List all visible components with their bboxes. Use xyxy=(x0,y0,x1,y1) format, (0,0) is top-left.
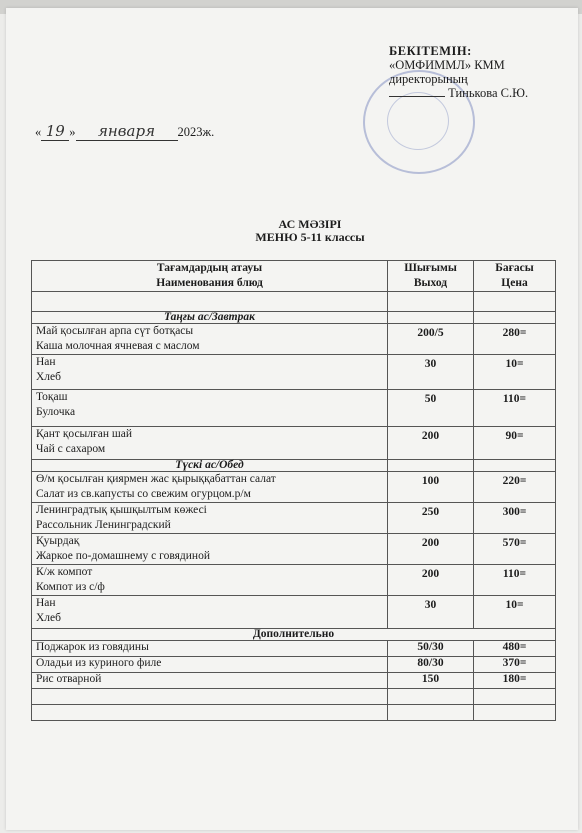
menu-table xyxy=(31,260,556,721)
section-row-extra xyxy=(32,629,556,641)
menu-title-kk: АС МӘЗІРІ xyxy=(278,217,342,231)
empty-row xyxy=(32,689,556,705)
table-row: Нан Хлеб 30 10= xyxy=(32,596,556,629)
table-row: Рис отварной 150 180= xyxy=(32,673,556,689)
section-title: Дополнительно xyxy=(32,629,556,641)
table-spacer-row xyxy=(32,292,556,312)
table-row: Қант қосылған шай Чай с сахаром 200 90= xyxy=(32,427,556,460)
date-quote-close: » xyxy=(69,125,76,139)
signature xyxy=(389,87,445,97)
table-header-row xyxy=(32,261,556,292)
section-title: Түскі ас/Обед xyxy=(32,460,388,472)
table-row: Тоқаш Булочка 50 110= xyxy=(32,390,556,427)
table-row: Май қосылған арпа сүт ботқасы Каша молочная ячневая с маслом 200/5 280= xyxy=(32,324,556,355)
approval-position: директорының xyxy=(389,72,468,86)
table-row: Қуырдақ Жаркое по-домашнему с говядиной 200 570= xyxy=(32,534,556,565)
date-month: января xyxy=(97,122,156,140)
header-dish: Тағамдардың атауы Наименования блюд xyxy=(32,261,388,292)
approval-name: Тинькова С.Ю. xyxy=(448,86,529,100)
empty-row xyxy=(32,705,556,721)
menu-title-ru: МЕНЮ 5-11 классы xyxy=(255,230,365,244)
section-row-breakfast xyxy=(32,312,556,324)
table-row: Ө/м қосылған қиярмен жас қырыққабаттан салат Салат из св.капусты со свежим огурцом.р/м 100 220= xyxy=(32,472,556,503)
table-row: Поджарок из говядины 50/30 480= xyxy=(32,641,556,657)
date-quote-open: « xyxy=(35,125,42,139)
table-row: Нан Хлеб 30 10= xyxy=(32,355,556,390)
approval-block xyxy=(389,44,528,100)
approval-title: БЕКІТЕМІН: xyxy=(389,44,472,58)
section-title: Таңғы ас/Завтрак xyxy=(32,312,388,324)
date-year: 2023ж. xyxy=(177,125,215,139)
section-row-lunch xyxy=(32,460,556,472)
document-date xyxy=(35,122,214,141)
approval-org: «ОМФИММЛ» КММ xyxy=(389,58,505,72)
table-row: Ленинградтық қышқылтым көжесі Рассольник Ленинградский 250 300= xyxy=(32,503,556,534)
header-yield: Шығымы Выход xyxy=(388,261,474,292)
table-row: К/ж компот Компот из с/ф 200 110= xyxy=(32,565,556,596)
table-row: Оладьи из куриного филе 80/30 370= xyxy=(32,657,556,673)
header-price: Бағасы Цена xyxy=(474,261,556,292)
date-day: 19 xyxy=(45,122,65,140)
